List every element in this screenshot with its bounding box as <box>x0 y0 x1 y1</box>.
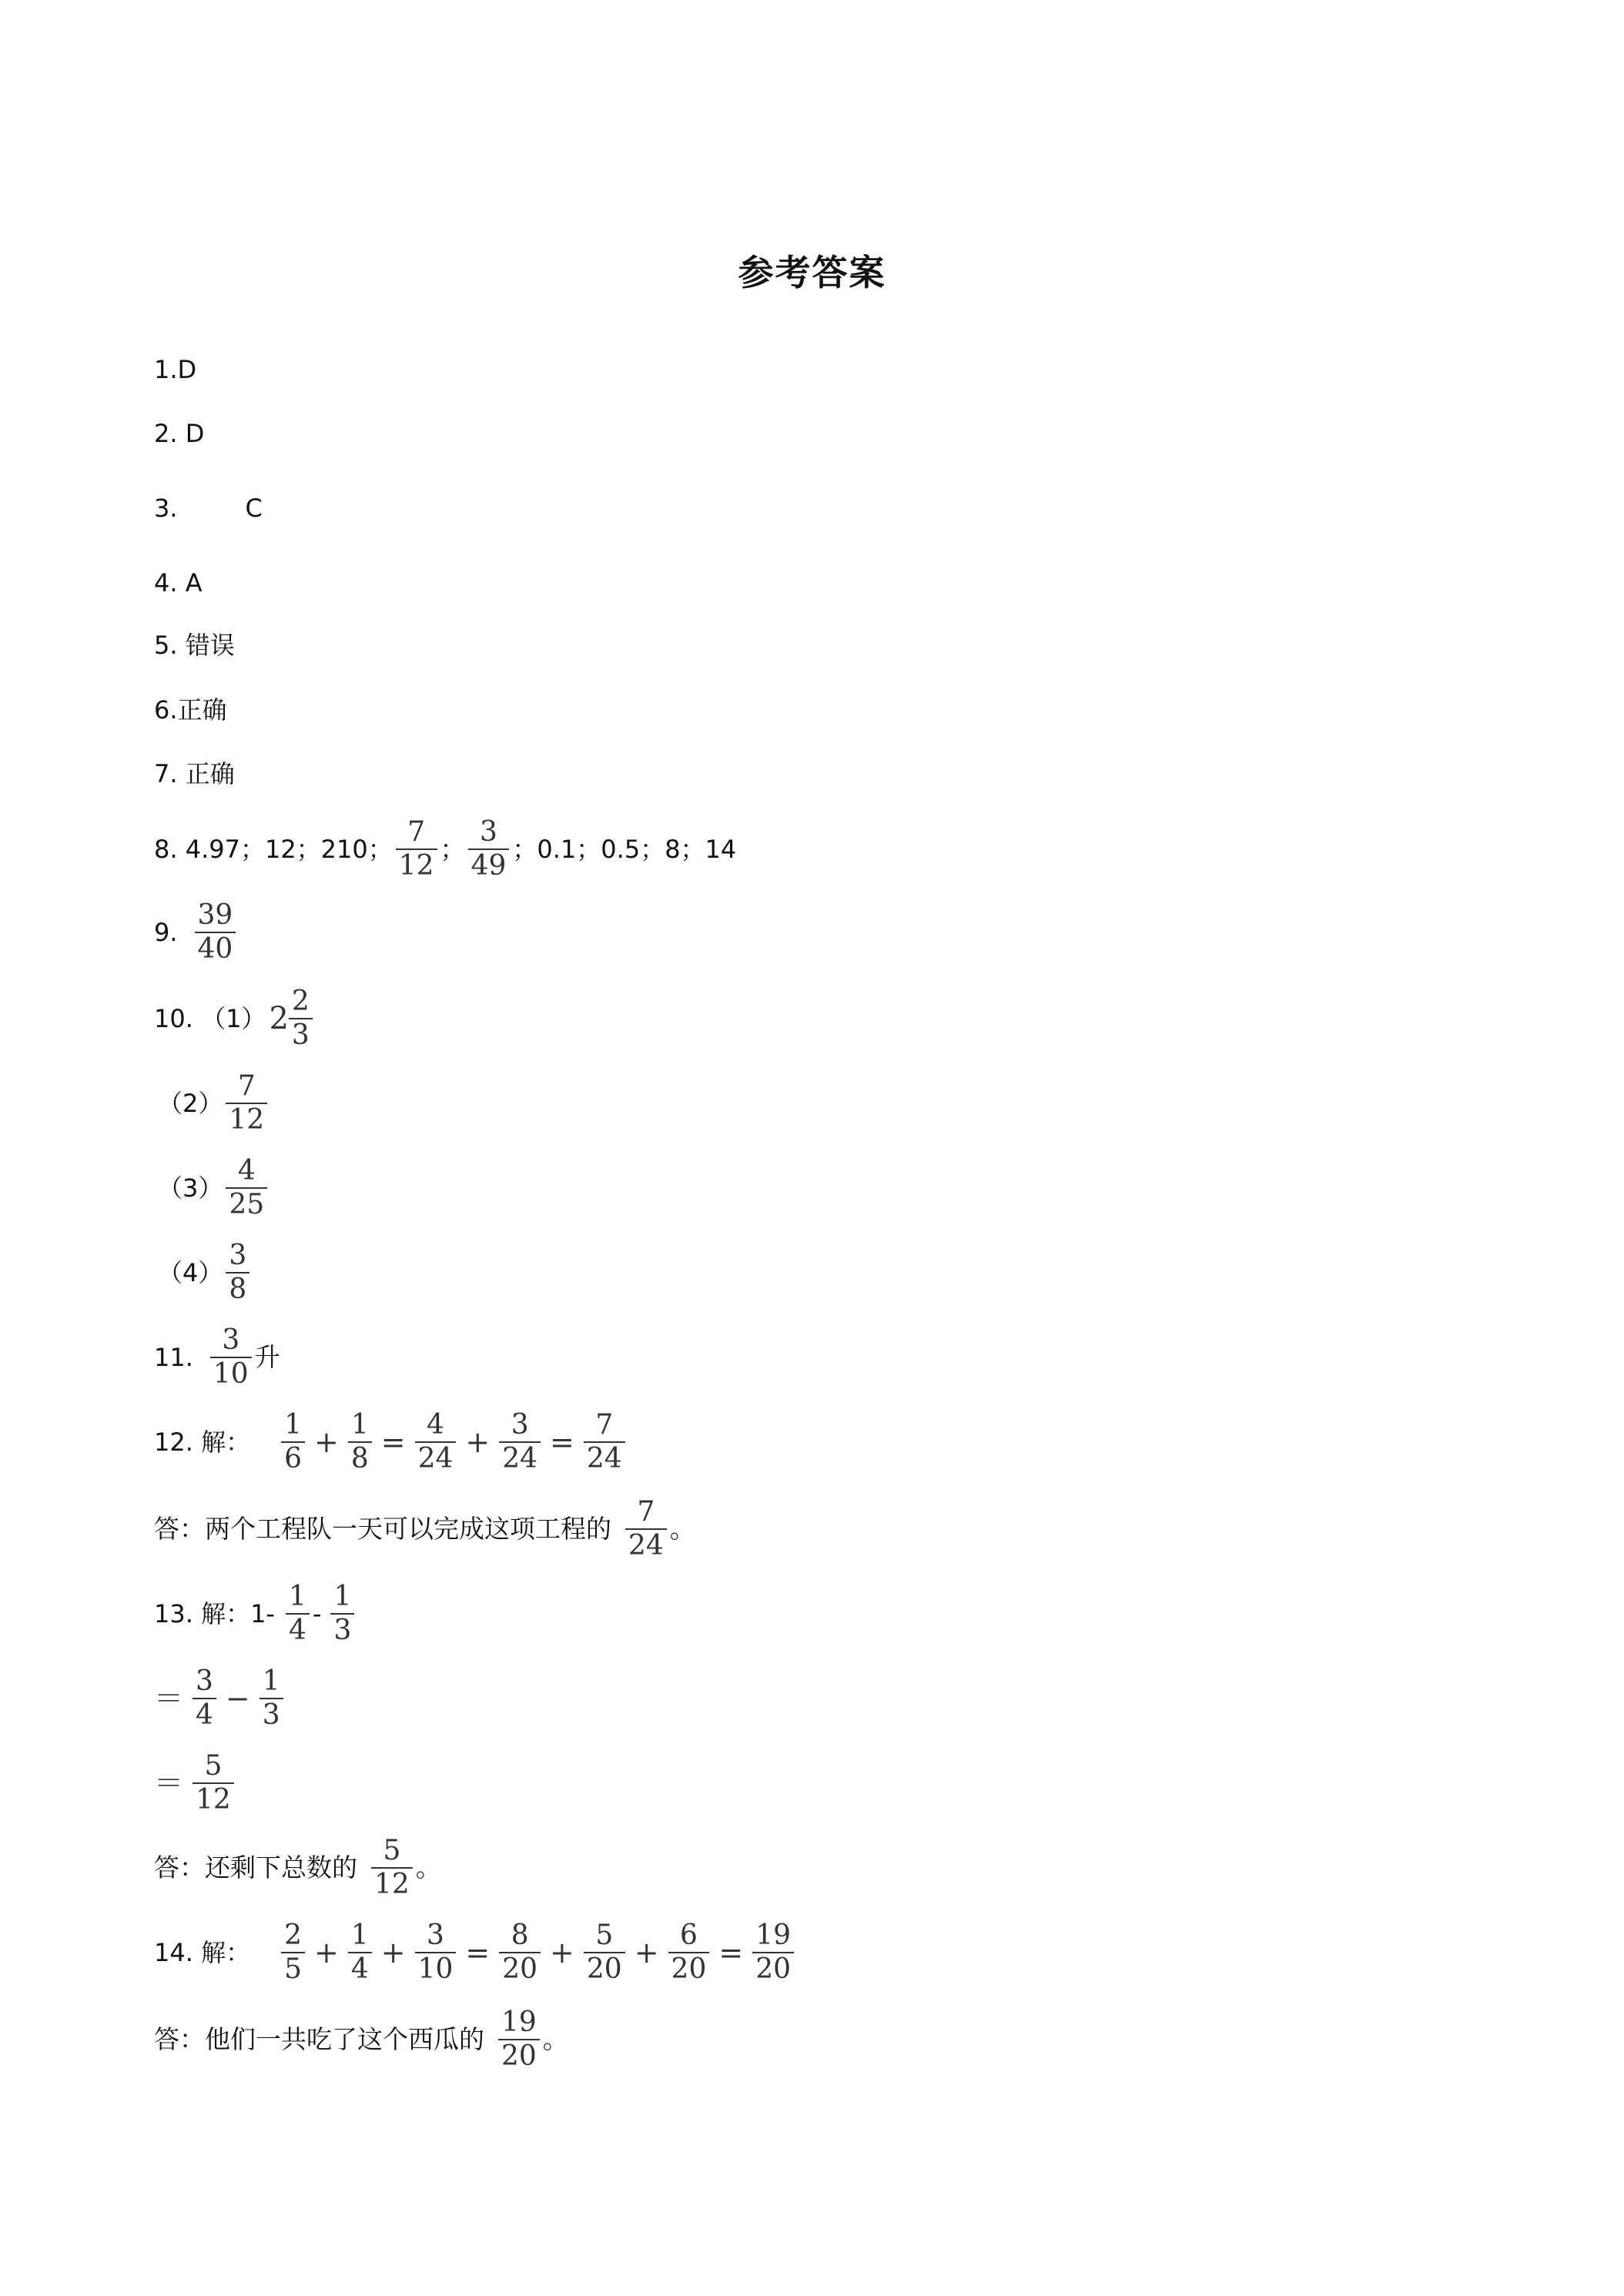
denominator: 49 <box>468 848 510 881</box>
fraction <box>330 1582 354 1645</box>
answer-3-number: 3. <box>154 494 178 523</box>
numerator: 5 <box>383 1835 401 1866</box>
fraction <box>625 1498 667 1561</box>
numerator: 39 <box>197 899 233 931</box>
numerator: 7 <box>595 1409 614 1441</box>
denominator: 20 <box>752 1952 794 1984</box>
plus-sign: + <box>313 1425 339 1459</box>
fraction <box>193 1667 216 1730</box>
unit-text: 升 <box>254 1342 280 1372</box>
denominator: 8 <box>348 1441 372 1474</box>
answer-7-text: 7. 正确 <box>154 759 235 788</box>
answer-8 <box>154 818 736 881</box>
fraction <box>281 1411 305 1474</box>
numerator: 2 <box>284 1919 302 1951</box>
answer-text: 答：还剩下总数的 <box>154 1853 357 1883</box>
answer-8-prefix: 8. 4.97；12；210； <box>154 835 393 864</box>
denominator: 10 <box>210 1357 252 1389</box>
answer-12-equation <box>154 1411 628 1474</box>
period: 。 <box>415 1853 441 1883</box>
page-title: 参考答案 <box>738 252 886 293</box>
denominator: 4 <box>286 1613 310 1645</box>
numerator: 6 <box>680 1919 698 1951</box>
numerator: 4 <box>237 1155 256 1186</box>
numerator: 8 <box>511 1919 529 1951</box>
fraction <box>195 901 236 964</box>
numerator: 3 <box>480 816 497 848</box>
numerator: 4 <box>427 1409 444 1441</box>
fraction <box>752 1921 794 1984</box>
fraction <box>498 2008 540 2071</box>
denominator: 12 <box>193 1782 234 1815</box>
denominator: 3 <box>330 1613 354 1645</box>
part-label: （2） <box>158 1089 223 1118</box>
numerator: 7 <box>407 816 426 848</box>
equals-sign: = <box>380 1425 406 1459</box>
numerator: 1 <box>350 1919 369 1951</box>
denominator: 10 <box>415 1952 457 1984</box>
equals-sign: ＝ <box>154 1766 184 1800</box>
answer-5-text: 5. 错误 <box>154 631 235 660</box>
minus-sign: − <box>225 1682 250 1715</box>
answer-3 <box>154 493 263 524</box>
answer-10-part-1 <box>154 987 316 1050</box>
denominator: 5 <box>281 1952 305 1984</box>
fraction <box>226 1072 267 1135</box>
plus-sign: + <box>465 1425 491 1459</box>
denominator: 25 <box>226 1187 267 1220</box>
answer-1-text: 1.D <box>154 355 197 384</box>
denominator: 24 <box>499 1441 541 1474</box>
fraction <box>371 1836 413 1899</box>
denominator: 6 <box>281 1441 305 1474</box>
answer-4 <box>154 567 203 598</box>
denominator: 24 <box>625 1528 667 1561</box>
answer-13-equation <box>154 1582 357 1645</box>
fraction <box>415 1411 457 1474</box>
fraction <box>226 1241 249 1304</box>
denominator: 4 <box>348 1952 372 1984</box>
denominator: 40 <box>195 932 236 964</box>
answer-9-label: 9. <box>154 918 178 947</box>
fraction <box>289 987 313 1050</box>
whole-number: 2 <box>269 1001 289 1036</box>
denominator: 3 <box>289 1018 313 1050</box>
denominator: 12 <box>226 1103 267 1135</box>
period: 。 <box>542 2024 568 2054</box>
numerator: 5 <box>204 1750 223 1782</box>
minus-sign: - <box>312 1599 322 1628</box>
answer-14-label: 14. 解： <box>154 1938 251 1967</box>
numerator: 7 <box>637 1496 655 1528</box>
denominator: 4 <box>193 1698 216 1730</box>
fraction <box>584 1921 625 1984</box>
plus-sign: + <box>380 1936 406 1970</box>
answer-8-suffix: ；0.1；0.5；8；14 <box>512 835 737 864</box>
denominator: 24 <box>584 1441 625 1474</box>
numerator: 2 <box>291 986 310 1017</box>
fraction <box>468 818 510 881</box>
fraction <box>668 1921 710 1984</box>
answer-9 <box>154 901 239 964</box>
answer-3-value: C <box>245 494 263 523</box>
answer-text: 答：他们一共吃了这个西瓜的 <box>154 2024 484 2054</box>
fraction <box>348 1921 372 1984</box>
fraction <box>499 1921 541 1984</box>
numerator: 3 <box>511 1409 529 1441</box>
answer-11 <box>154 1326 280 1389</box>
fraction <box>348 1411 372 1474</box>
answer-12-conclusion <box>154 1498 695 1561</box>
answer-10-part-3 <box>158 1156 270 1220</box>
period: 。 <box>669 1514 695 1544</box>
answer-10-label: 10. （1） <box>154 1004 266 1033</box>
plus-sign: + <box>550 1936 574 1970</box>
numerator: 1 <box>288 1581 306 1612</box>
numerator: 1 <box>284 1409 302 1441</box>
plus-sign: + <box>634 1936 659 1970</box>
denominator: 24 <box>415 1441 457 1474</box>
denominator: 20 <box>668 1952 710 1984</box>
numerator: 3 <box>196 1665 213 1697</box>
answer-14-equation <box>154 1921 797 1984</box>
answer-14-conclusion <box>154 2008 568 2071</box>
equals-sign: ＝ <box>154 1682 184 1715</box>
answer-12-label: 12. 解： <box>154 1427 251 1457</box>
denominator: 20 <box>498 2039 540 2071</box>
answer-5 <box>154 630 235 661</box>
equals-sign: = <box>465 1936 491 1970</box>
numerator: 1 <box>350 1409 369 1441</box>
answer-4-text: 4. A <box>154 568 203 597</box>
answer-13-step-3 <box>154 1752 237 1815</box>
denominator: 20 <box>499 1952 541 1984</box>
fraction <box>415 1921 457 1984</box>
answer-13-conclusion <box>154 1836 441 1899</box>
answer-11-label: 11. <box>154 1343 193 1372</box>
answer-10-part-4 <box>158 1241 253 1304</box>
fraction <box>210 1326 252 1389</box>
part-label: （4） <box>158 1258 223 1287</box>
fraction <box>226 1156 267 1220</box>
answer-1 <box>154 354 196 385</box>
part-label: （3） <box>158 1173 223 1203</box>
denominator: 12 <box>396 848 437 881</box>
denominator: 12 <box>371 1867 413 1899</box>
denominator: 3 <box>260 1698 283 1730</box>
fraction <box>260 1667 283 1730</box>
fraction <box>286 1582 310 1645</box>
numerator: 3 <box>229 1240 247 1271</box>
answer-13-step-2 <box>154 1667 286 1730</box>
numerator: 3 <box>222 1324 240 1356</box>
answer-2 <box>154 418 204 449</box>
numerator: 7 <box>237 1070 256 1102</box>
fraction <box>396 818 437 881</box>
numerator: 1 <box>333 1581 352 1612</box>
denominator: 20 <box>584 1952 625 1984</box>
answer-10-part-2 <box>158 1072 270 1135</box>
fraction <box>499 1411 541 1474</box>
fraction <box>193 1752 234 1815</box>
answer-2-text: 2. D <box>154 419 205 448</box>
numerator: 3 <box>427 1919 444 1951</box>
answer-6-text: 6.正确 <box>154 695 227 725</box>
equals-sign: = <box>550 1425 574 1459</box>
numerator: 5 <box>595 1919 614 1951</box>
fraction <box>281 1921 305 1984</box>
equals-sign: = <box>718 1936 744 1970</box>
plus-sign: + <box>313 1936 339 1970</box>
separator: ； <box>440 835 465 864</box>
numerator: 19 <box>755 1919 792 1951</box>
answer-7 <box>154 758 235 789</box>
numerator: 19 <box>501 2006 537 2038</box>
fraction <box>584 1411 625 1474</box>
numerator: 1 <box>262 1665 280 1697</box>
answer-text: 答：两个工程队一天可以完成这项工程的 <box>154 1514 611 1544</box>
answer-6 <box>154 694 227 725</box>
denominator: 8 <box>226 1272 249 1304</box>
answer-13-label: 13. 解：1- <box>154 1599 275 1628</box>
